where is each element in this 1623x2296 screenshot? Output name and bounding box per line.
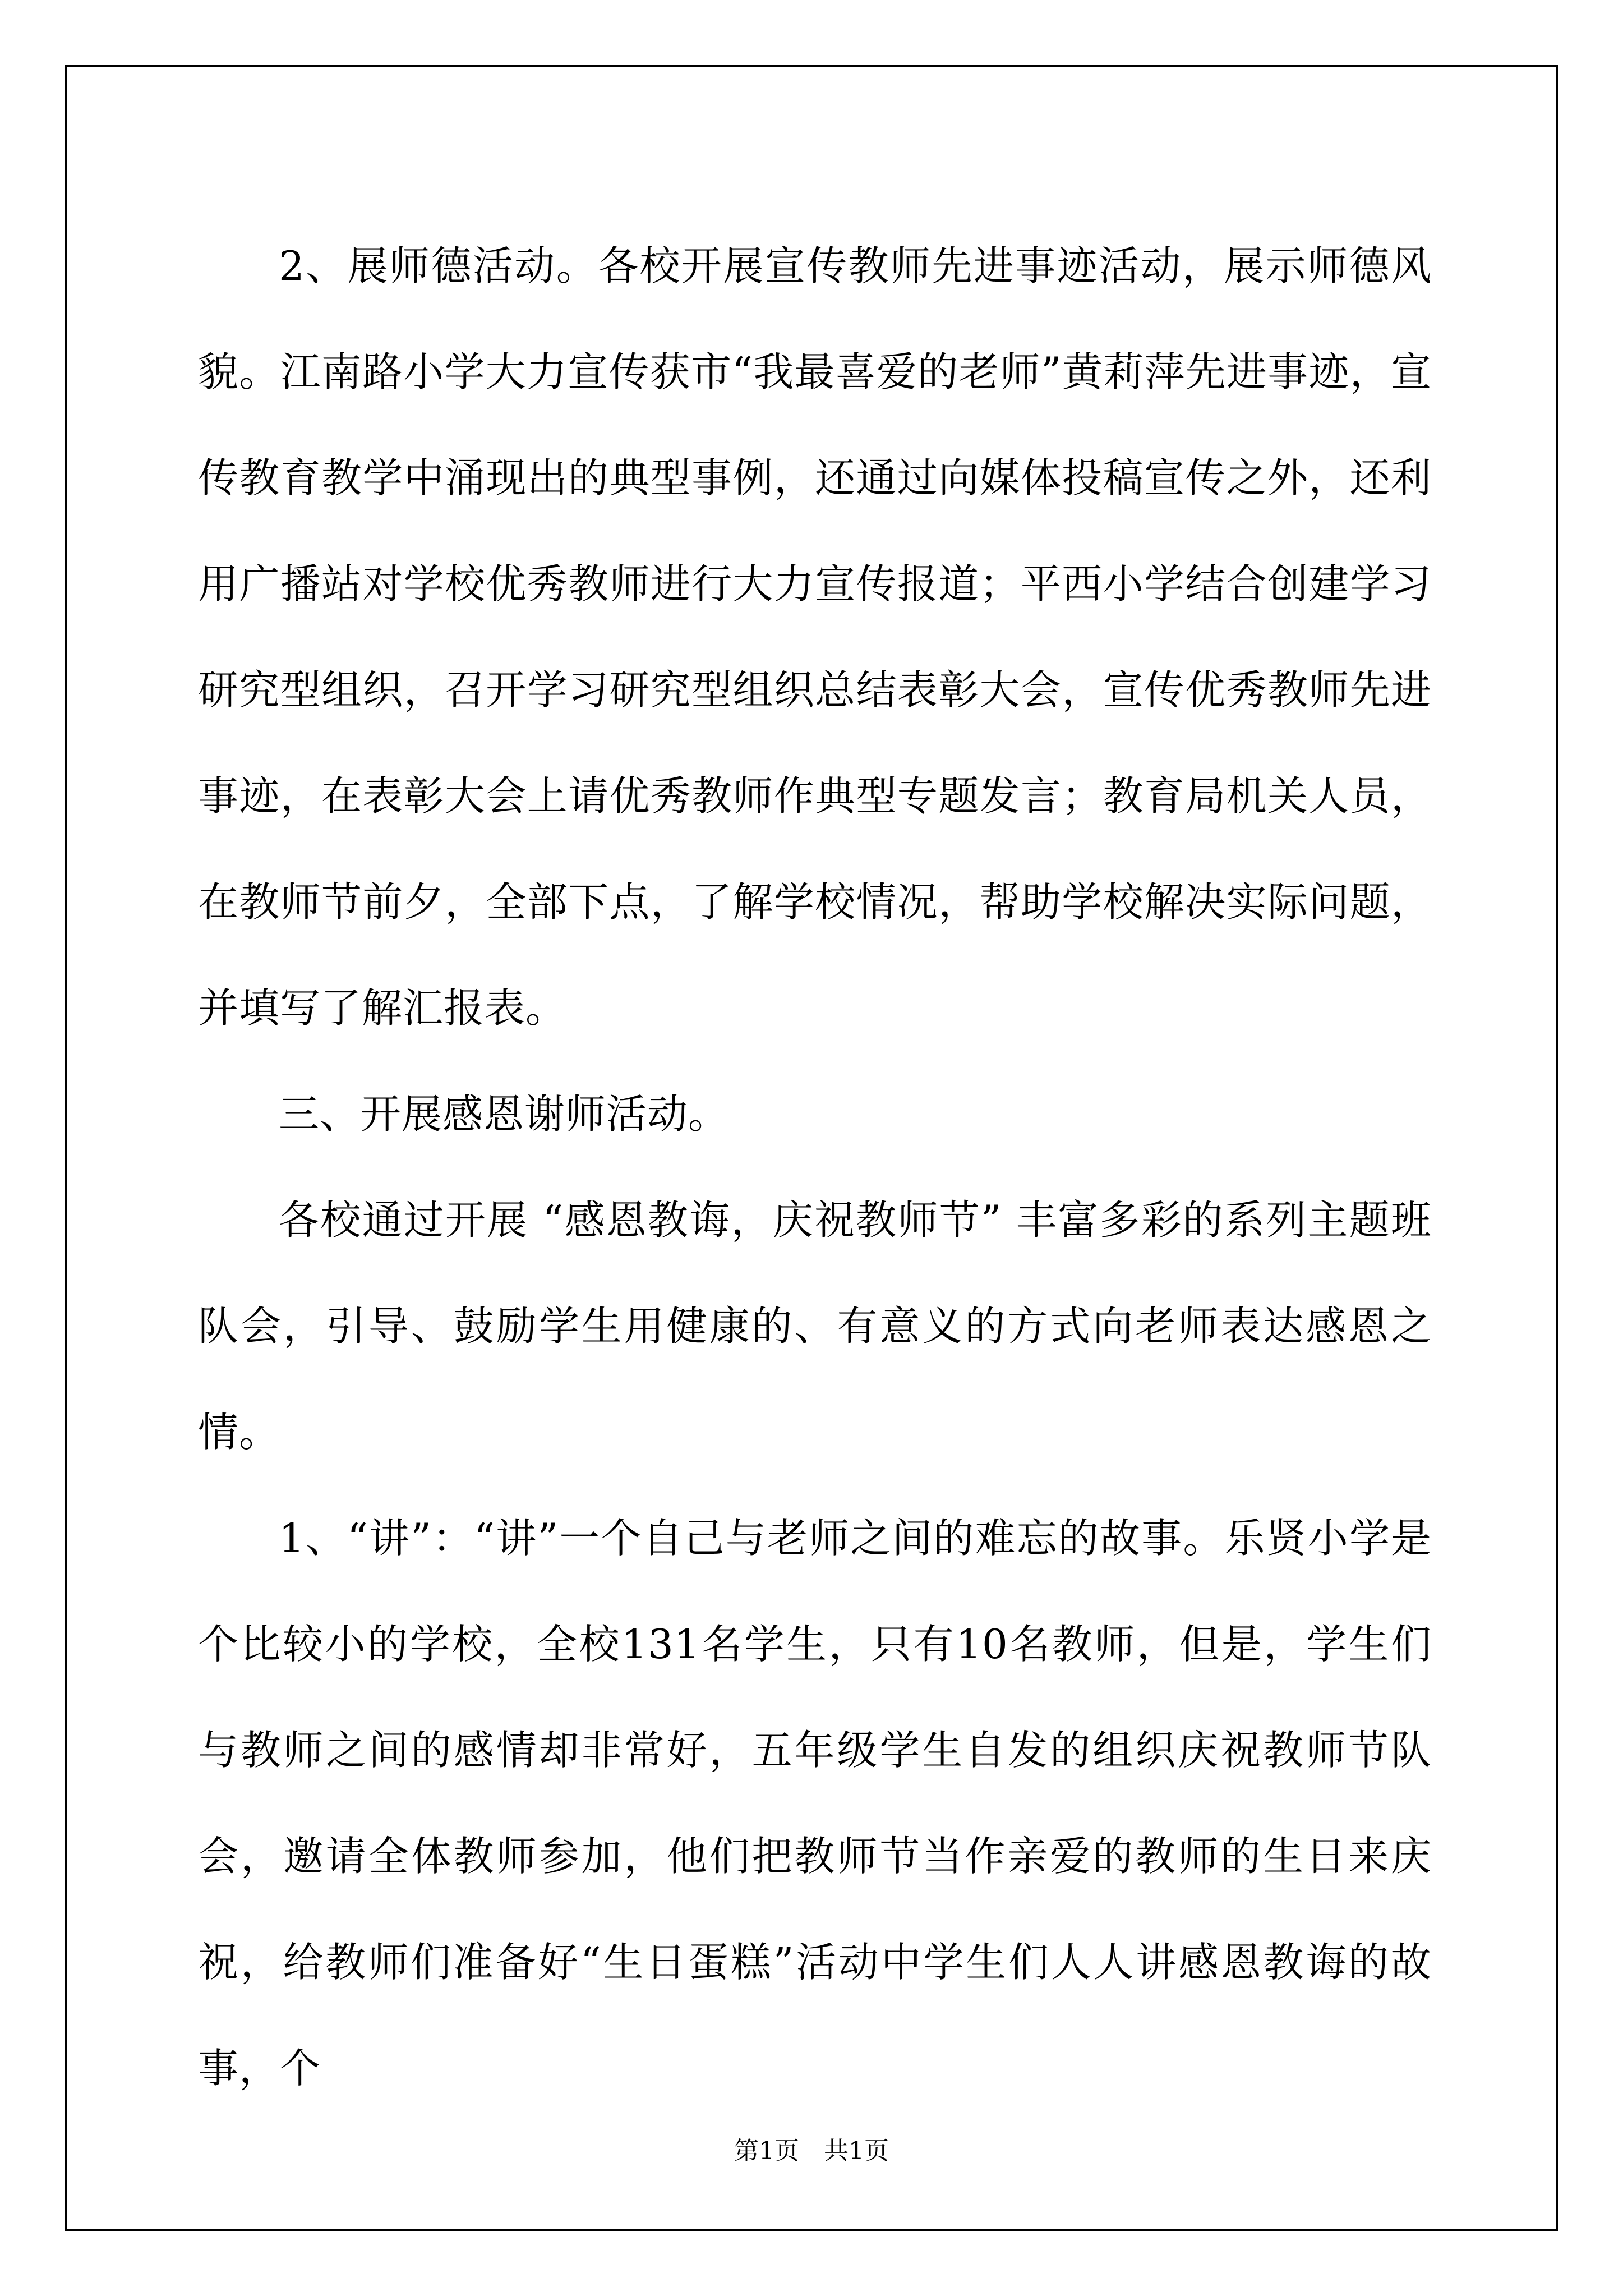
document-body — [198, 213, 1432, 2122]
page-number: 第1页 — [734, 2137, 799, 2165]
page-total: 共1页 — [824, 2137, 889, 2165]
paragraph-tell-story: 1、“讲”：“讲”一个自己与老师之间的难忘的故事。乐贤小学是个比较小的学校，全校131名学生，只有10名教师，但是，学生们与教师之间的感情却非常好，五年级学生自发的组织庆祝教师节队会，邀请全体教师参加，他们把教师节当作亲爱的教师的生日来庆祝，给教师们准备好“生日蛋糕”活动中学生们人人讲感恩教诲的故事，个 — [198, 1515, 1432, 2092]
paragraph-section-heading-three: 三、开展感恩谢师活动。 — [279, 1091, 730, 1138]
paragraph-teacher-ethics: 2、展师德活动。各校开展宣传教师先进事迹活动，展示师德风貌。江南路小学大力宣传获市“我最喜爱的老师”黄莉萍先进事迹，宣传教育教学中涌现出的典型事例，还通过向媒体投稿宣传之外，还利用广播站对学校优秀教师进行大力宣传报道；平西小学结合创建学习研究型组织，召开学习研究型组织总结表彰大会，宣传优秀教师先进事迹，在表彰大会上请优秀教师作典型专题发言；教育局机关人员，在教师节前夕，全部下点，了解学校情况，帮助学校解决实际问题，并填写了解汇报表。 — [198, 242, 1432, 1032]
page-footer — [0, 2134, 1623, 2168]
paragraph-class-meetings: 各校通过开展 “感恩教诲，庆祝教师节” 丰富多彩的系列主题班队会，引导、鼓励学生用健康的、有意义的方式向老师表达感恩之情。 — [198, 1197, 1432, 1456]
